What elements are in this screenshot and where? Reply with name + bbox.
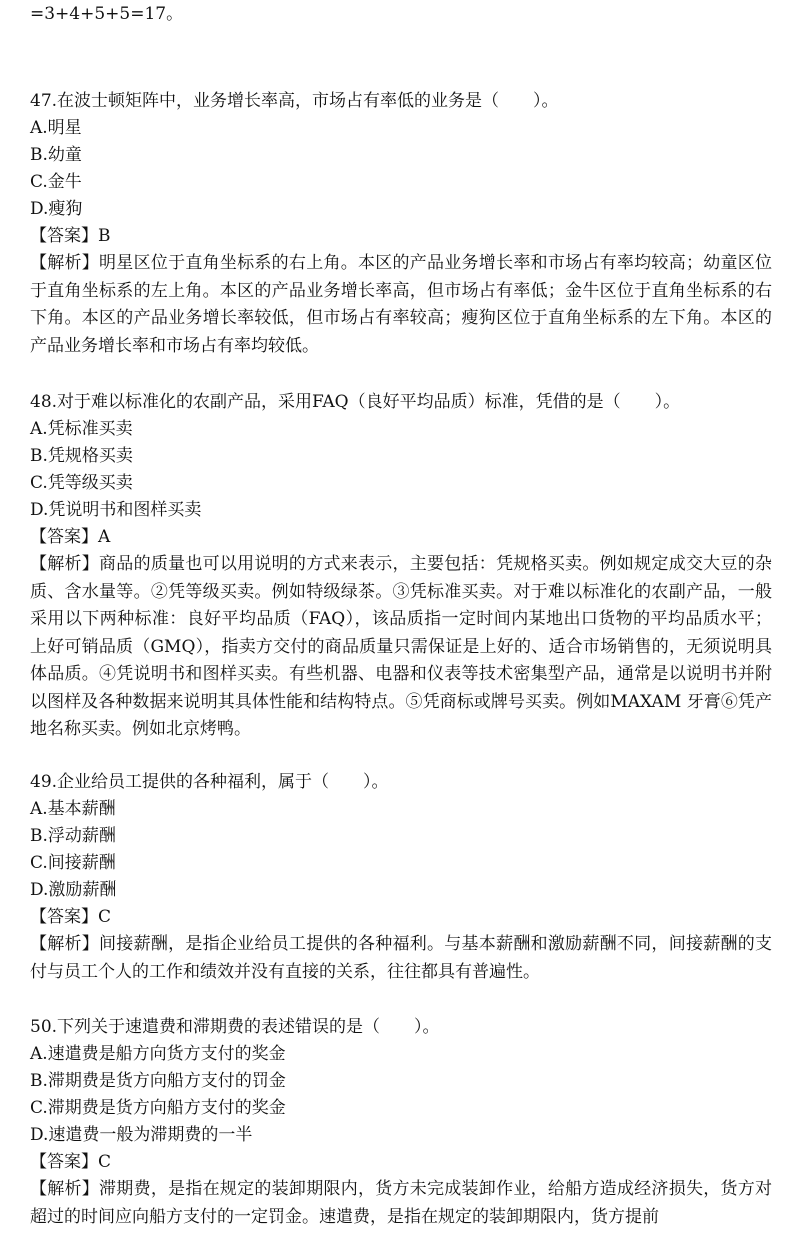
analysis: 【解析】商品的质量也可以用说明的方式来表示，主要包括：凭规格买卖。例如规定成交大豆的杂质、含水量等。②凭等级买卖。例如特级绿茶。③凭标准买卖。对于难以标准化的农副产品，一般采用以下两种标准：良好平均品质（FAQ），该品质指一定时间内某地出口货物的平均品质水平；上好可销品质（GMQ），指卖方交付的商品质量只需保证是上好的、适合市场销售的，无须说明具体品质。④凭说明书和图样买卖。有些机器、电器和仪表等技术密集型产品，通常是以说明书并附以图样及各种数据来说明其具体性能和结构特点。⑤凭商标或牌号买卖。例如MAXAM 牙膏⑥凭产地名称买卖。例如北京烤鸭。	[30, 554, 772, 739]
answer: 【答案】C	[30, 907, 112, 927]
option-c: C.金牛	[30, 172, 82, 192]
question-stem: 49.企业给员工提供的各种福利，属于（ ）。	[30, 772, 389, 792]
option-a: A.明星	[30, 118, 82, 138]
analysis: 【解析】滞期费，是指在规定的装卸期限内，货方未完成装卸作业，给船方造成经济损失，货方对超过的时间应向船方支付的一定罚金。速遣费，是指在规定的装卸期限内，货方提前	[30, 1179, 772, 1227]
option-b: B.幼童	[30, 145, 82, 165]
answer: 【答案】C	[30, 1152, 112, 1172]
analysis: 【解析】明星区位于直角坐标系的右上角。本区的产品业务增长率和市场占有率均较高；幼童区位于直角坐标系的左上角。本区的产品业务增长率高，但市场占有率低；金牛区位于直角坐标系的右下角。本区的产品业务增长率较低，但市场占有率较高；瘦狗区位于直角坐标系的左下角。本区的产品业务增长率和市场占有率均较低。	[30, 253, 772, 356]
option-b: B.滞期费是货方向船方支付的罚金	[30, 1071, 286, 1091]
answer: 【答案】A	[30, 527, 111, 547]
option-b: B.浮动薪酬	[30, 826, 116, 846]
option-d: D.激励薪酬	[30, 880, 117, 900]
option-c: C.滞期费是货方向船方支付的奖金	[30, 1098, 286, 1118]
option-b: B.凭规格买卖	[30, 446, 133, 466]
option-d: D.速遣费一般为滞期费的一半	[30, 1125, 253, 1145]
option-d: D.凭说明书和图样买卖	[30, 500, 202, 520]
option-a: A.基本薪酬	[30, 799, 116, 819]
option-c: C.凭等级买卖	[30, 473, 133, 493]
question-stem: 47.在波士顿矩阵中，业务增长率高，市场占有率低的业务是（ ）。	[30, 91, 559, 111]
answer: 【答案】B	[30, 226, 111, 246]
option-c: C.间接薪酬	[30, 853, 116, 873]
option-d: D.瘦狗	[30, 199, 83, 219]
lead-line: =3+4+5+5=17。	[30, 4, 184, 24]
analysis: 【解析】间接薪酬，是指企业给员工提供的各种福利。与基本薪酬和激励薪酬不同，间接薪酬的支付与员工个人的工作和绩效并没有直接的关系，往往都具有普遍性。	[30, 934, 772, 982]
option-a: A.凭标准买卖	[30, 419, 133, 439]
question-stem: 50.下列关于速遣费和滞期费的表述错误的是（ ）。	[30, 1017, 440, 1037]
option-a: A.速遣费是船方向货方支付的奖金	[30, 1044, 286, 1064]
question-stem: 48.对于难以标准化的农副产品，采用FAQ（良好平均品质）标准，凭借的是（ ）。	[30, 392, 681, 412]
